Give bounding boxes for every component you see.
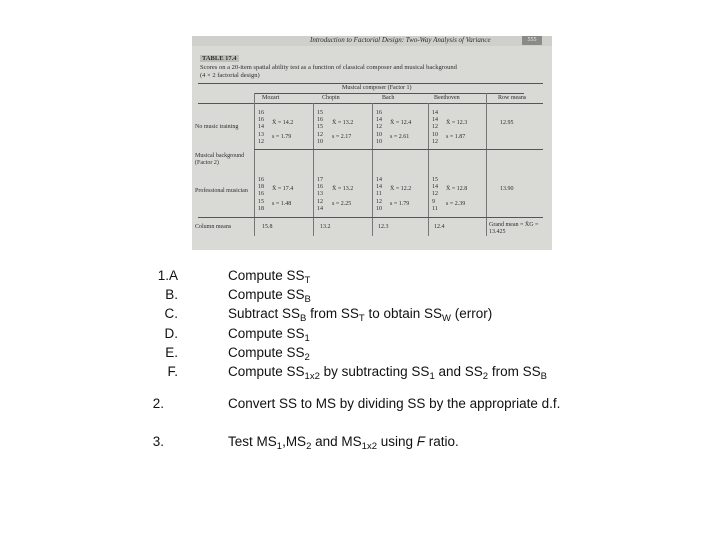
scan-vline [486,93,487,236]
scan-col-chopin: Chopin [322,95,340,101]
step-number: 1.A [157,268,178,283]
cell-scores: 16 16 14 13 12 [258,110,264,145]
cell-scores: 17 16 13 12 14 [317,177,323,212]
cell-mean: X̄ = 12.3 [446,120,468,126]
cell-scores: 16 14 12 10 10 [376,110,382,145]
scan-rule-mid [254,149,543,150]
column-mean: 12.4 [434,224,445,230]
column-means-label: Column means [195,224,232,230]
scan-rule-bottom [198,217,543,218]
column-mean: 15.8 [262,224,273,230]
cell-mean: X̄ = 13.2 [332,120,354,126]
cell-scores: 15 16 15 12 10 [317,110,323,145]
step-number: B. [165,287,178,302]
cell-mean: X̄ = 12.8 [446,186,468,192]
step-number: D. [164,326,178,341]
table-scan-image [192,36,552,250]
row-mean: 13.90 [500,186,514,192]
cell-sd: s = 2.25 [332,201,352,207]
step-text: Compute $SS_1$ [228,326,310,344]
cell-sd: s = 2.61 [390,134,410,140]
scan-vline [254,93,255,236]
step-number: 3. [152,434,164,449]
scan-factor2-label: Musical background (Factor 2) [195,153,245,166]
step-number: F. [167,364,178,379]
scan-header-title: Introduction to Factorial Design: Two-Way Analysis of Variance [310,36,491,44]
cell-mean: X̄ = 14.2 [272,120,294,126]
cell-scores: 15 14 12 9 11 [432,177,438,212]
cell-sd: s = 1.87 [446,134,466,140]
scan-rule-top [198,83,543,84]
step-text: Compute $SS_T$ [228,268,311,286]
scan-row1-label: No music training [195,124,239,130]
scan-rule-factor [254,93,524,94]
cell-mean: X̄ = 12.4 [390,120,412,126]
cell-sd: s = 2.17 [332,134,352,140]
cell-sd: s = 2.39 [446,201,466,207]
scan-caption-line1: Scores on a 20-item spatial ability test as a function of classical composer and musical background [200,64,457,71]
scan-col-bach: Bach [382,95,395,101]
scan-col-row-means: Row means [498,95,527,101]
cell-mean: X̄ = 13.2 [332,186,354,192]
cell-scores: 16 18 16 15 18 [258,177,264,212]
cell-sd: s = 1.79 [390,201,410,207]
step-text: Subtract $SS_B$ from $SS_T$ to obtain $SS_W$ (error) [228,306,493,324]
scan-caption-line2: (4 × 2 factorial design) [200,72,260,79]
column-mean: 13.2 [320,224,331,230]
cell-mean: X̄ = 17.4 [272,186,294,192]
scan-table-label: TABLE 17.4 [202,55,237,62]
cell-scores: 14 14 11 12 10 [376,177,382,212]
step-text: Convert SS to MS by dividing SS by the appropriate d.f. [228,396,561,411]
step-text: Compute $SS_2$ [228,345,310,363]
step-text: Test $MS_1,MS_2$ and $MS_{1x2}$ using F ratio. [228,434,459,452]
cell-sd: s = 1.79 [272,134,292,140]
scan-rule-header [198,103,543,104]
scan-page-number: 555 [522,36,542,45]
step-number: E. [165,345,178,360]
column-mean: 12.3 [378,224,389,230]
scan-factor1-label: Musical composer (Factor 1) [342,85,412,91]
row-mean: 12.95 [500,120,514,126]
step-number: C. [164,306,178,321]
cell-scores: 14 14 12 10 12 [432,110,438,145]
cell-sd: s = 1.48 [272,201,292,207]
scan-col-beethoven: Beethoven [434,95,460,101]
step-text: Compute $SS_{1x2}$ by subtracting $SS_1$ and $SS_2$ from $SS_B$ [228,364,547,382]
scan-col-mozart: Mozart [262,95,280,101]
scan-caption [200,64,540,80]
step-text: Compute $SS_B$ [228,287,311,305]
grand-mean: Grand mean = X̄G = 13.425 [489,222,539,235]
step-number: 2. [152,396,164,411]
scan-row2-label: Professional musician [195,188,248,194]
cell-mean: X̄ = 12.2 [390,186,412,192]
